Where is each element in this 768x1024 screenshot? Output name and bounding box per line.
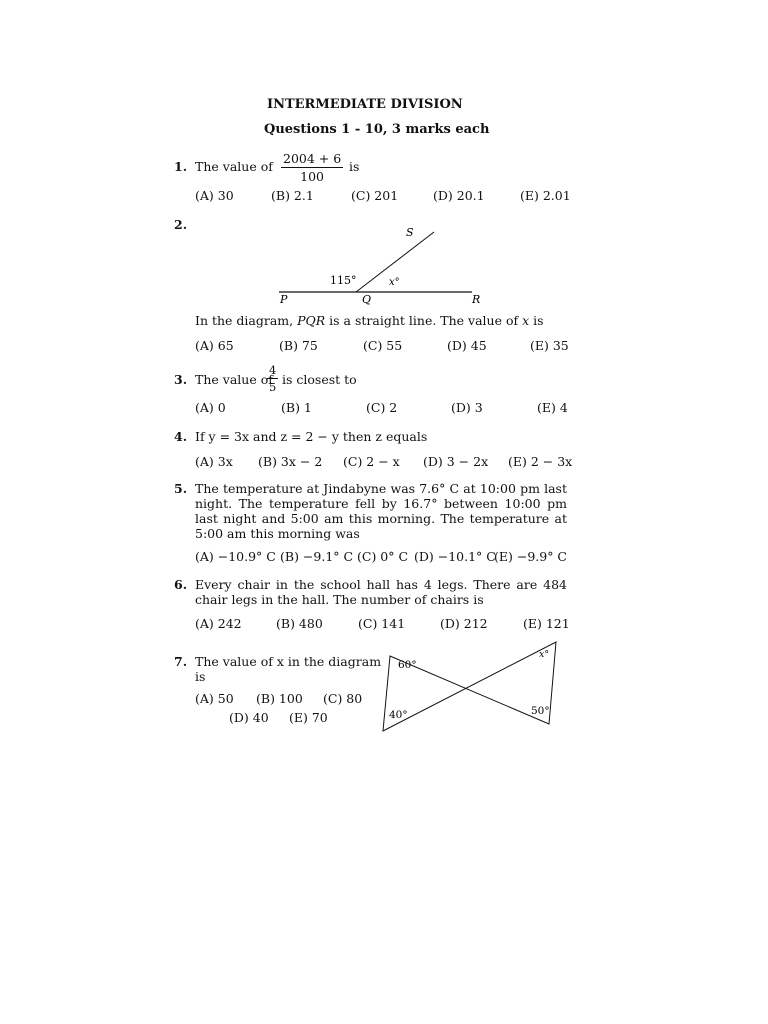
option-a[interactable]: (A) 242 [195, 616, 242, 631]
option-e[interactable]: (E) 4 [537, 400, 568, 415]
option-b[interactable]: (B) 2.1 [271, 188, 314, 203]
label-q: Q [362, 293, 372, 306]
question-number: 5. [174, 481, 188, 496]
option-b[interactable]: (B) 1 [281, 400, 312, 415]
question-number: 1. [174, 159, 188, 174]
straight-line-diagram [270, 222, 490, 312]
option-a[interactable]: (A) 30 [195, 188, 234, 203]
option-e[interactable]: (E) 35 [530, 338, 569, 353]
option-c[interactable]: (C) 0° C [357, 549, 409, 564]
question-text: The value of [195, 159, 273, 174]
option-e[interactable]: (E) 2 − 3x [508, 454, 573, 469]
option-e[interactable]: (E) 70 [289, 710, 328, 725]
option-c[interactable]: (C) 80 [323, 691, 363, 706]
question-text [195, 313, 544, 328]
math-x: x [522, 313, 530, 328]
question-text-line-1: The value of x in the diagram [195, 654, 382, 669]
option-b[interactable]: (B) −9.1° C [280, 549, 354, 564]
angle-label-x: x° [539, 649, 550, 660]
text-prefix: In the diagram, [195, 313, 294, 328]
question-number: 7. [174, 654, 188, 669]
crossed-triangles-diagram [376, 638, 566, 738]
question-number: 6. [174, 577, 188, 592]
angle-label-115: 115° [330, 274, 357, 287]
math-pqr: PQR [297, 313, 326, 328]
fraction-denominator: 5 [269, 380, 277, 394]
option-c[interactable]: (C) 2 [366, 400, 398, 415]
text-mid: is a straight line. The value of [329, 313, 519, 328]
question-number: 4. [174, 429, 188, 444]
angle-label-50: 50° [531, 705, 550, 717]
question-text: Every chair in the school hall has 4 legs. There are 484 chair legs in the hall. The number of chairs is [195, 577, 567, 607]
question-text-line-2: is [195, 669, 206, 684]
option-c[interactable]: (C) 201 [351, 188, 399, 203]
question-text-suffix: is [349, 159, 360, 174]
fraction-numerator: 2004 + 6 [283, 151, 342, 166]
option-c[interactable]: (C) 2 − x [343, 454, 400, 469]
option-c[interactable]: (C) 141 [358, 616, 406, 631]
label-p: P [280, 293, 288, 306]
angle-label-60: 60° [398, 659, 417, 671]
option-b[interactable]: (B) 100 [256, 691, 303, 706]
fraction [267, 363, 278, 394]
label-r: R [472, 293, 481, 306]
page-title: INTERMEDIATE DIVISION [267, 97, 463, 112]
option-d[interactable]: (D) −10.1° C [414, 549, 496, 564]
label-s: S [406, 226, 414, 239]
option-e[interactable]: (E) 121 [523, 616, 570, 631]
text-suffix: is [533, 313, 544, 328]
fraction [281, 151, 343, 184]
option-d[interactable]: (D) 3 [451, 400, 483, 415]
option-b[interactable]: (B) 75 [279, 338, 318, 353]
question-text: The temperature at Jindabyne was 7.6° C at 10:00 pm last night. The temperature fell by 16.7° between 10:00 pm last night and 5:00 am this morning. The temperature at 5:00 am this morning was [195, 481, 567, 541]
option-e[interactable]: (E) −9.9° C [494, 549, 567, 564]
fraction-numerator: 4 [269, 363, 277, 377]
crossed-triangles-outline [383, 642, 556, 731]
option-a[interactable]: (A) 3x [195, 454, 233, 469]
option-a[interactable]: (A) −10.9° C [195, 549, 276, 564]
option-c[interactable]: (C) 55 [363, 338, 403, 353]
option-d[interactable]: (D) 3 − 2x [423, 454, 489, 469]
option-b[interactable]: (B) 480 [276, 616, 323, 631]
option-a[interactable]: (A) 50 [195, 691, 234, 706]
option-d[interactable]: (D) 20.1 [433, 188, 485, 203]
question-text: The value of [195, 372, 273, 387]
option-e[interactable]: (E) 2.01 [520, 188, 571, 203]
question-text-suffix: is closest to [282, 372, 357, 387]
option-b[interactable]: (B) 3x − 2 [258, 454, 323, 469]
question-number: 3. [174, 372, 188, 387]
option-d[interactable]: (D) 40 [229, 710, 269, 725]
option-a[interactable]: (A) 65 [195, 338, 234, 353]
page-subtitle: Questions 1 - 10, 3 marks each [264, 122, 490, 137]
angle-label-40: 40° [389, 709, 408, 721]
question-text: If y = 3x and z = 2 − y then z equals [195, 429, 428, 444]
option-d[interactable]: (D) 45 [447, 338, 487, 353]
option-d[interactable]: (D) 212 [440, 616, 488, 631]
question-number: 2. [174, 217, 188, 232]
option-a[interactable]: (A) 0 [195, 400, 226, 415]
fraction-denominator: 100 [300, 169, 325, 184]
angle-label-x: x° [389, 277, 400, 288]
